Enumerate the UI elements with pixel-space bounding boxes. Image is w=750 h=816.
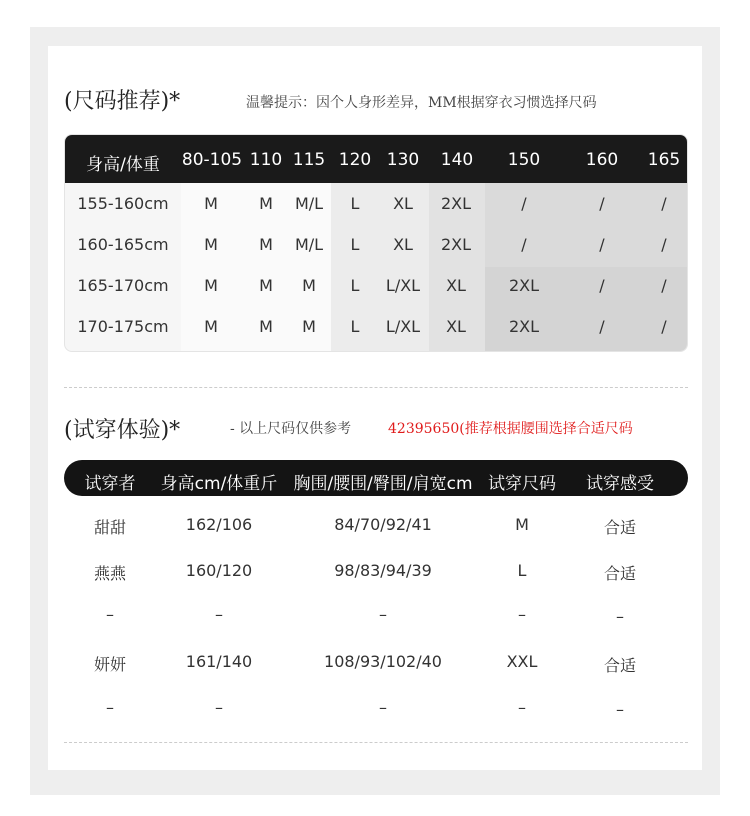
trial-header-feeling: 试穿感受 xyxy=(586,474,654,494)
size-cell: / xyxy=(521,194,527,213)
trial-cell-measurements: 84/70/92/41 xyxy=(334,515,432,534)
size-row-height: 170-175cm xyxy=(77,317,169,336)
trial-cell-size: L xyxy=(517,561,527,580)
size-cell: L/XL xyxy=(385,317,421,336)
trial-cell-measurements: 108/93/102/40 xyxy=(324,652,442,671)
size-header-col: 130 xyxy=(386,150,420,170)
size-header-col: 150 xyxy=(507,150,541,170)
trial-cell-measurements: 98/83/94/39 xyxy=(334,561,432,580)
size-cell: M xyxy=(302,276,316,295)
trial-cell-height-weight: – xyxy=(215,698,223,717)
size-cell: M xyxy=(259,317,273,336)
size-cell: XL xyxy=(446,317,466,336)
size-cell: / xyxy=(661,235,667,254)
size-table xyxy=(64,134,688,352)
size-row-height: 165-170cm xyxy=(77,276,169,295)
size-section-tip: 温馨提示：因个人身形差异，MM根据穿衣习惯选择尺码 xyxy=(246,95,597,111)
size-cell: XL xyxy=(393,194,413,213)
size-header-col: 115 xyxy=(292,150,326,170)
size-cell: / xyxy=(599,194,605,213)
trial-cell-height-weight: – xyxy=(215,605,223,624)
size-cell: / xyxy=(521,235,527,254)
size-header-height-weight: 身高/体重 xyxy=(86,155,160,175)
size-cell: L xyxy=(350,194,360,213)
size-cell: M/L xyxy=(294,194,324,213)
size-cell: XL xyxy=(393,235,413,254)
size-cell: 2XL xyxy=(440,194,472,213)
size-header-col: 120 xyxy=(338,150,372,170)
size-section-title: (尺码推荐)* xyxy=(64,89,181,114)
size-cell: / xyxy=(661,317,667,336)
size-cell: / xyxy=(599,317,605,336)
size-cell: M/L xyxy=(294,235,324,254)
trial-cell-feeling: 合适 xyxy=(603,518,636,537)
size-cell: / xyxy=(661,276,667,295)
size-cell: M xyxy=(259,276,273,295)
trial-header-tester: 试穿者 xyxy=(84,474,136,494)
trial-cell-height-weight: 161/140 xyxy=(185,652,253,671)
size-cell: XL xyxy=(446,276,466,295)
size-cell: M xyxy=(204,235,218,254)
trial-cell-tester: 燕燕 xyxy=(93,564,126,583)
size-header-col: 80-105 xyxy=(181,150,243,170)
trial-cell-feeling: – xyxy=(616,607,624,626)
size-cell: M xyxy=(204,276,218,295)
size-cell: L xyxy=(350,235,360,254)
size-row-height: 160-165cm xyxy=(77,235,169,254)
trial-cell-tester: – xyxy=(106,698,114,717)
trial-section-note-red: 42395650(推荐根据腰围选择合适尺码 xyxy=(388,421,633,437)
size-cell: / xyxy=(599,235,605,254)
size-cell: M xyxy=(259,194,273,213)
trial-header-height-weight: 身高cm/体重斤 xyxy=(160,474,278,494)
size-cell: L xyxy=(350,317,360,336)
size-header-col: 160 xyxy=(585,150,619,170)
size-header-col: 165 xyxy=(647,150,681,170)
size-cell: L xyxy=(350,276,360,295)
size-row-height: 155-160cm xyxy=(77,194,169,213)
trial-cell-tester: 甜甜 xyxy=(93,518,126,537)
trial-cell-tester: – xyxy=(106,605,114,624)
trial-cell-measurements: – xyxy=(379,698,387,717)
size-cell: L/XL xyxy=(385,276,421,295)
section-divider xyxy=(64,387,688,388)
trial-cell-measurements: – xyxy=(379,605,387,624)
trial-cell-feeling: 合适 xyxy=(603,656,636,675)
size-header-col: 140 xyxy=(440,150,474,170)
size-cell: M xyxy=(302,317,316,336)
size-cell: 2XL xyxy=(440,235,472,254)
size-cell: / xyxy=(599,276,605,295)
size-cell: M xyxy=(259,235,273,254)
trial-cell-size: – xyxy=(518,605,526,624)
trial-section-note: - 以上尺码仅供参考 xyxy=(230,421,352,437)
size-cell: M xyxy=(204,194,218,213)
size-cell: 2XL xyxy=(508,276,540,295)
trial-cell-size: M xyxy=(515,515,529,534)
trial-section-title: (试穿体验)* xyxy=(64,418,181,443)
bottom-divider xyxy=(64,742,688,743)
size-cell: M xyxy=(204,317,218,336)
size-cell: / xyxy=(661,194,667,213)
trial-cell-tester: 妍妍 xyxy=(93,655,126,674)
trial-cell-size: XXL xyxy=(506,652,538,671)
trial-cell-height-weight: 162/106 xyxy=(185,515,253,534)
size-header-col: 110 xyxy=(249,150,283,170)
trial-cell-feeling: – xyxy=(616,700,624,719)
trial-header-size: 试穿尺码 xyxy=(488,474,556,494)
size-cell: 2XL xyxy=(508,317,540,336)
trial-cell-height-weight: 160/120 xyxy=(185,561,253,580)
trial-cell-feeling: 合适 xyxy=(603,564,636,583)
trial-cell-size: – xyxy=(518,698,526,717)
trial-header-measurements: 胸围/腰围/臀围/肩宽cm xyxy=(293,474,473,494)
